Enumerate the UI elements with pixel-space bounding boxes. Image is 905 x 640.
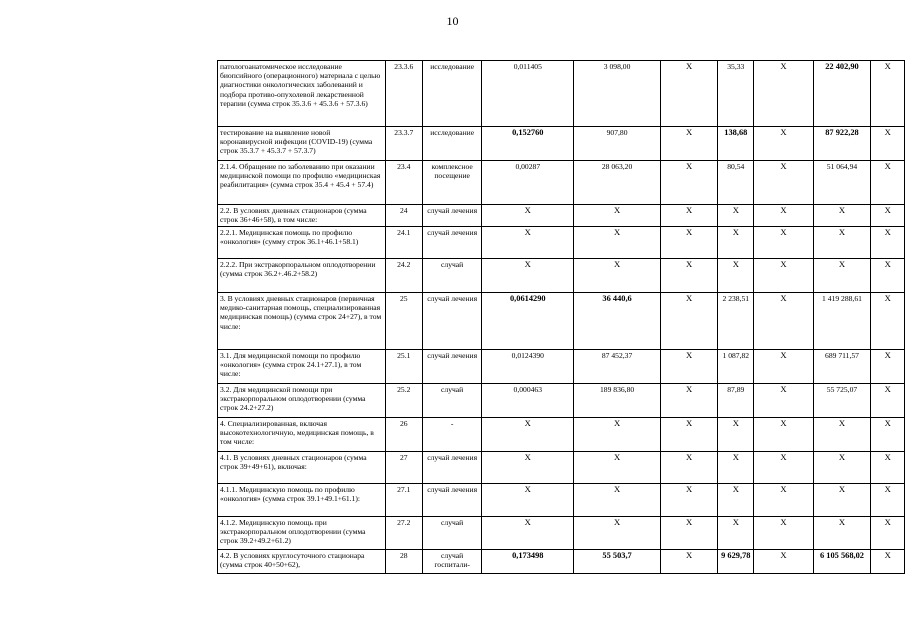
row-unit: случай bbox=[422, 259, 482, 293]
cell-col7: Х bbox=[871, 127, 905, 161]
cell-col4: Х bbox=[718, 452, 754, 484]
cell-cost: Х bbox=[574, 517, 661, 550]
cell-col3: Х bbox=[660, 452, 717, 484]
row-unit: исследование bbox=[422, 61, 482, 127]
cell-cost: 28 063,20 bbox=[574, 161, 661, 205]
cell-col5: Х bbox=[754, 484, 813, 517]
cell-volume: 0,011405 bbox=[482, 61, 574, 127]
cell-col6: 689 711,57 bbox=[813, 350, 871, 384]
cell-cost: 189 836,80 bbox=[574, 384, 661, 418]
cell-col5: Х bbox=[754, 350, 813, 384]
row-name: патологоанатомическое исследование биопсийного (операционного) материала с целью диагностики онкологических заболеваний и подбора противо-опухолевой лекарственной терапии (сумма строк 35.3.6 + 45.3.6 + 57.3.6) bbox=[218, 61, 386, 127]
cell-col5: Х bbox=[754, 259, 813, 293]
row-code: 27 bbox=[385, 452, 422, 484]
cell-cost: Х bbox=[574, 259, 661, 293]
cell-col7: Х bbox=[871, 484, 905, 517]
row-code: 27.1 bbox=[385, 484, 422, 517]
cell-col6: Х bbox=[813, 452, 871, 484]
cell-col6: 55 725,07 bbox=[813, 384, 871, 418]
cell-col7: Х bbox=[871, 452, 905, 484]
row-unit: случай лечения bbox=[422, 484, 482, 517]
cell-col5: Х bbox=[754, 205, 813, 227]
row-code: 28 bbox=[385, 550, 422, 574]
cell-col6: 1 419 288,61 bbox=[813, 293, 871, 350]
page-number: 10 bbox=[446, 14, 459, 28]
cell-col3: Х bbox=[660, 484, 717, 517]
tariff-table bbox=[217, 60, 905, 574]
table-row bbox=[218, 205, 905, 227]
cell-volume: Х bbox=[482, 227, 574, 259]
cell-col7: Х bbox=[871, 418, 905, 452]
cell-col3: Х bbox=[660, 293, 717, 350]
cell-col5: Х bbox=[754, 517, 813, 550]
cell-col5: Х bbox=[754, 161, 813, 205]
cell-cost: 87 452,37 bbox=[574, 350, 661, 384]
cell-col4: Х bbox=[718, 227, 754, 259]
cell-col6: Х bbox=[813, 259, 871, 293]
cell-col6: 6 105 568,02 bbox=[813, 550, 871, 574]
row-name: 3. В условиях дневных стационаров (первичная медико-санитарная помощь, специализированная медицинская помощь) (сумма строк 24+27), в том числе: bbox=[218, 293, 386, 350]
row-code: 23.3.6 bbox=[385, 61, 422, 127]
cell-cost: 36 440,6 bbox=[574, 293, 661, 350]
table-row bbox=[218, 384, 905, 418]
table-row bbox=[218, 161, 905, 205]
cell-cost: Х bbox=[574, 452, 661, 484]
row-unit: случай лечения bbox=[422, 205, 482, 227]
cell-col3: Х bbox=[660, 259, 717, 293]
row-unit: случай лечения bbox=[422, 227, 482, 259]
row-name: 2.2.1. Медицинская помощь по профилю «онкология» (сумму строк 36.1+46.1+58.1) bbox=[218, 227, 386, 259]
cell-col6: 87 922,28 bbox=[813, 127, 871, 161]
cell-col5: Х bbox=[754, 227, 813, 259]
cell-col4: 87,89 bbox=[718, 384, 754, 418]
cell-col7: Х bbox=[871, 227, 905, 259]
table-row bbox=[218, 259, 905, 293]
cell-volume: Х bbox=[482, 484, 574, 517]
cell-col4: 9 629,78 bbox=[718, 550, 754, 574]
table-row bbox=[218, 61, 905, 127]
cell-col3: Х bbox=[660, 418, 717, 452]
row-code: 25.2 bbox=[385, 384, 422, 418]
row-code: 24.2 bbox=[385, 259, 422, 293]
table-row bbox=[218, 418, 905, 452]
cell-col4: 80,54 bbox=[718, 161, 754, 205]
cell-volume: Х bbox=[482, 418, 574, 452]
cell-col3: Х bbox=[660, 127, 717, 161]
table-row bbox=[218, 293, 905, 350]
cell-col4: Х bbox=[718, 259, 754, 293]
row-name: тестирование на выявление новой коронавирусной инфекции (COVID-19) (сумма строк 35.3.7 + 45.3.7 + 57.3.7) bbox=[218, 127, 386, 161]
cell-col7: Х bbox=[871, 61, 905, 127]
cell-volume: 0,00287 bbox=[482, 161, 574, 205]
row-unit: случай лечения bbox=[422, 350, 482, 384]
table-row bbox=[218, 517, 905, 550]
cell-cost: Х bbox=[574, 227, 661, 259]
cell-col4: 35,33 bbox=[718, 61, 754, 127]
cell-volume: Х bbox=[482, 205, 574, 227]
row-unit: - bbox=[422, 418, 482, 452]
cell-col7: Х bbox=[871, 550, 905, 574]
cell-volume: Х bbox=[482, 517, 574, 550]
cell-col5: Х bbox=[754, 550, 813, 574]
row-name: 4.2. В условиях круглосуточного стационара (сумма строк 40+50+62), bbox=[218, 550, 386, 574]
cell-col4: 1 087,82 bbox=[718, 350, 754, 384]
row-unit: комплексное посещение bbox=[422, 161, 482, 205]
cell-col4: Х bbox=[718, 517, 754, 550]
cell-col5: Х bbox=[754, 61, 813, 127]
cell-col6: 51 064,94 bbox=[813, 161, 871, 205]
cell-col6: Х bbox=[813, 205, 871, 227]
cell-col4: 138,68 bbox=[718, 127, 754, 161]
cell-col4: 2 238,51 bbox=[718, 293, 754, 350]
row-code: 24.1 bbox=[385, 227, 422, 259]
row-name: 4.1.1. Медицинскую помощь по профилю «онкология» (сумма строк 39.1+49.1+61.1): bbox=[218, 484, 386, 517]
row-unit: случай лечения bbox=[422, 452, 482, 484]
cell-volume: 0,000463 bbox=[482, 384, 574, 418]
cell-col6: Х bbox=[813, 517, 871, 550]
cell-col7: Х bbox=[871, 259, 905, 293]
table-row bbox=[218, 484, 905, 517]
row-name: 2.1.4. Обращение по заболеванию при оказании медицинской помощи по профилю «медицинская реабилитация» (сумма строк 35.4 + 45.4 + 57.4) bbox=[218, 161, 386, 205]
cell-cost: 55 503,7 bbox=[574, 550, 661, 574]
cell-volume: 0,152760 bbox=[482, 127, 574, 161]
cell-col5: Х bbox=[754, 452, 813, 484]
cell-col6: Х bbox=[813, 484, 871, 517]
cell-col7: Х bbox=[871, 161, 905, 205]
row-unit: случай bbox=[422, 517, 482, 550]
cell-col6: Х bbox=[813, 227, 871, 259]
row-name: 4. Специализированная, включая высокотехнологичную, медицинская помощь, в том числе: bbox=[218, 418, 386, 452]
table-row bbox=[218, 127, 905, 161]
row-code: 24 bbox=[385, 205, 422, 227]
row-unit: случай bbox=[422, 384, 482, 418]
cell-col3: Х bbox=[660, 517, 717, 550]
cell-volume: 0,0124390 bbox=[482, 350, 574, 384]
cell-col3: Х bbox=[660, 550, 717, 574]
cell-cost: Х bbox=[574, 418, 661, 452]
cell-cost: Х bbox=[574, 484, 661, 517]
cell-col6: Х bbox=[813, 418, 871, 452]
cell-col5: Х bbox=[754, 418, 813, 452]
cell-col4: Х bbox=[718, 418, 754, 452]
row-name: 2.2.2. При экстракорпоральном оплодотворении (сумма строк 36.2+.46.2+58.2) bbox=[218, 259, 386, 293]
row-name: 2.2. В условиях дневных стационаров (сумма строк 36+46+58), в том числе: bbox=[218, 205, 386, 227]
row-unit: случай лечения bbox=[422, 293, 482, 350]
cell-col3: Х bbox=[660, 61, 717, 127]
row-code: 25 bbox=[385, 293, 422, 350]
row-code: 23.3.7 bbox=[385, 127, 422, 161]
cell-col3: Х bbox=[660, 350, 717, 384]
cell-col7: Х bbox=[871, 517, 905, 550]
cell-col7: Х bbox=[871, 350, 905, 384]
cell-col5: Х bbox=[754, 127, 813, 161]
cell-col5: Х bbox=[754, 384, 813, 418]
cell-col4: Х bbox=[718, 205, 754, 227]
cell-volume: 0,173498 bbox=[482, 550, 574, 574]
row-name: 3.2. Для медицинской помощи при экстракорпоральном оплодотворении (сумма строк 24.2+27.2) bbox=[218, 384, 386, 418]
row-name: 4.1.2. Медицинскую помощь при экстракорпоральном оплодотворении (сумма строк 39.2+49.2+61.2) bbox=[218, 517, 386, 550]
table-row bbox=[218, 227, 905, 259]
cell-volume: 0,0614290 bbox=[482, 293, 574, 350]
cell-cost: 907,80 bbox=[574, 127, 661, 161]
cell-cost: Х bbox=[574, 205, 661, 227]
row-name: 3.1. Для медицинской помощи по профилю «онкология» (сумма строк 24.1+27.1), в том числе: bbox=[218, 350, 386, 384]
cell-col3: Х bbox=[660, 384, 717, 418]
cell-col3: Х bbox=[660, 161, 717, 205]
table-row bbox=[218, 550, 905, 574]
row-code: 26 bbox=[385, 418, 422, 452]
cell-col7: Х bbox=[871, 205, 905, 227]
row-unit: случай госпитали- bbox=[422, 550, 482, 574]
table-row bbox=[218, 452, 905, 484]
table-row bbox=[218, 350, 905, 384]
cell-col7: Х bbox=[871, 384, 905, 418]
cell-cost: 3 098,00 bbox=[574, 61, 661, 127]
cell-col4: Х bbox=[718, 484, 754, 517]
row-name: 4.1. В условиях дневных стационаров (сумма строк 39+49+61), включая: bbox=[218, 452, 386, 484]
cell-volume: Х bbox=[482, 452, 574, 484]
cell-col6: 22 402,90 bbox=[813, 61, 871, 127]
cell-volume: Х bbox=[482, 259, 574, 293]
cell-col3: Х bbox=[660, 205, 717, 227]
cell-col7: Х bbox=[871, 293, 905, 350]
row-code: 25.1 bbox=[385, 350, 422, 384]
row-unit: исследование bbox=[422, 127, 482, 161]
row-code: 27.2 bbox=[385, 517, 422, 550]
cell-col3: Х bbox=[660, 227, 717, 259]
cell-col5: Х bbox=[754, 293, 813, 350]
row-code: 23.4 bbox=[385, 161, 422, 205]
